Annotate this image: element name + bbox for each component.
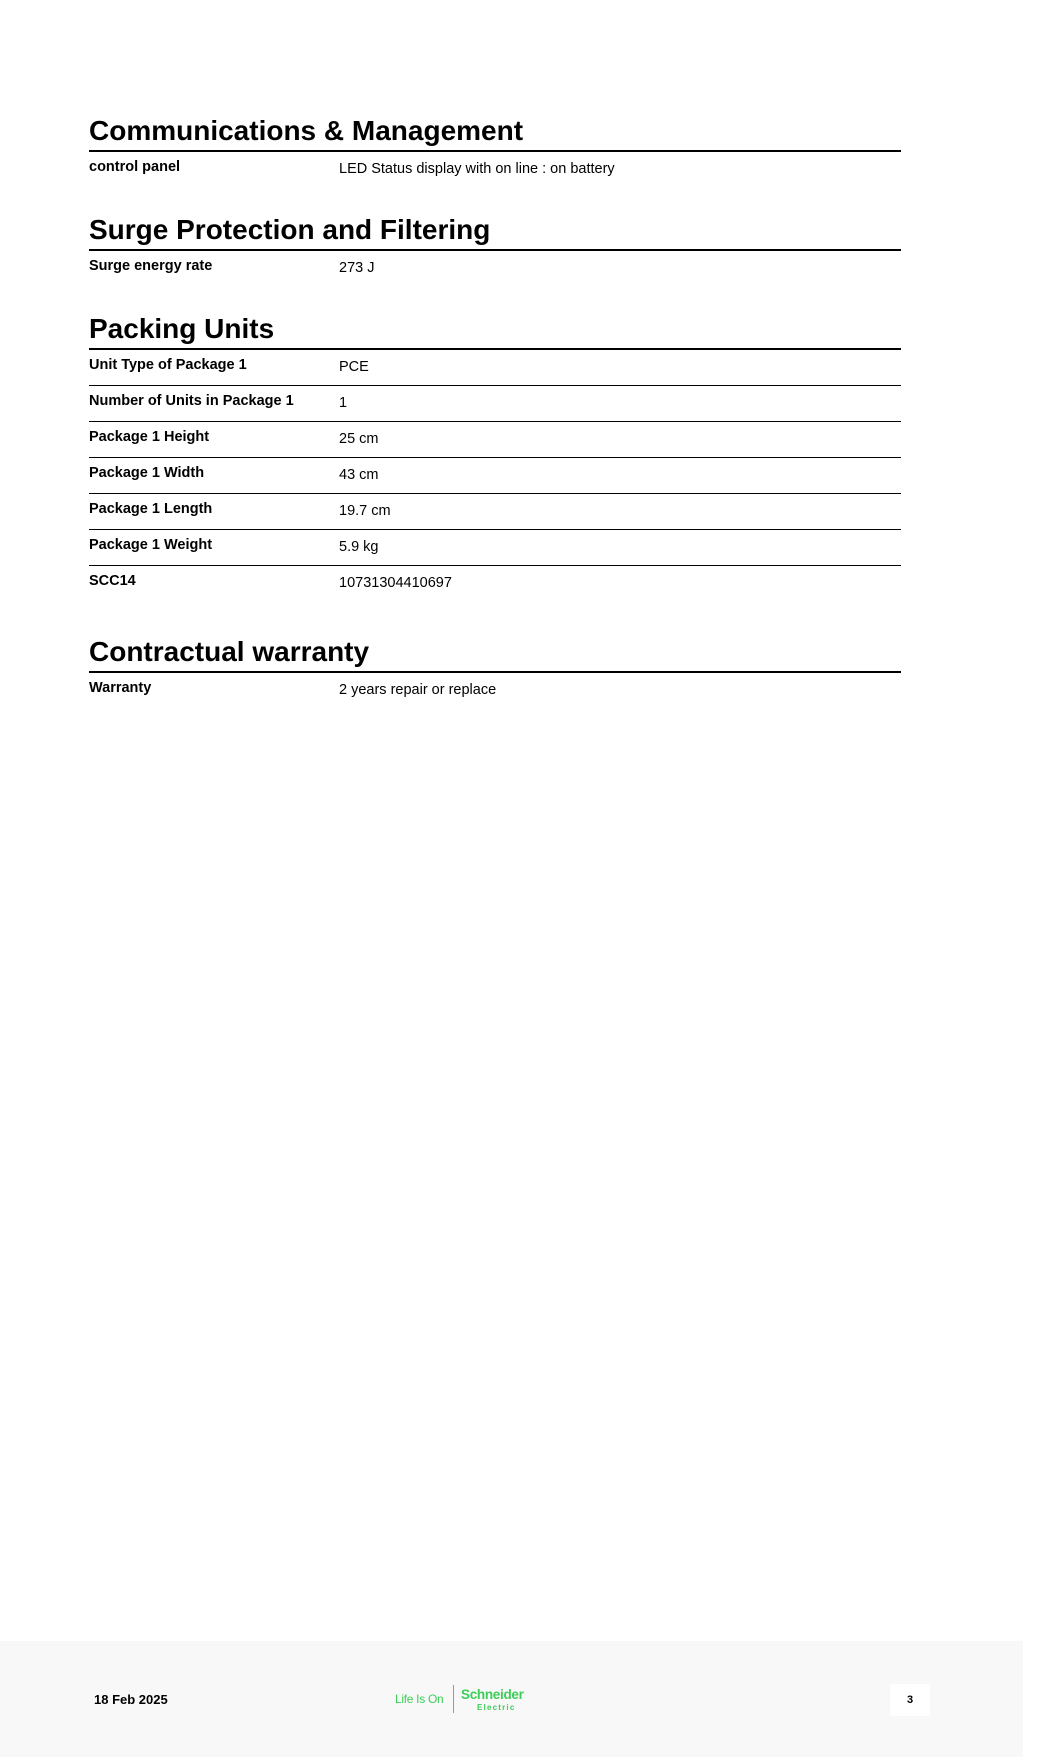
spec-value: PCE [339, 359, 369, 375]
spec-value: 19.7 cm [339, 503, 391, 519]
spec-label: control panel [89, 159, 181, 175]
logo-brand-sub: Electric [477, 1703, 516, 1712]
spec-label: Unit Type of Package 1 [89, 357, 247, 373]
spec-label: Surge energy rate [89, 258, 213, 274]
spec-label: Warranty [89, 680, 152, 696]
spec-label: Package 1 Length [89, 501, 213, 517]
spec-row [89, 673, 901, 708]
spec-value: LED Status display with on line : on battery [339, 161, 615, 177]
spec-row [89, 386, 901, 422]
section-title: Surge Protection and Filtering [89, 213, 901, 251]
logo-brand: Schneider [461, 1687, 524, 1702]
section-surge-protection [89, 213, 901, 286]
spec-row [89, 422, 901, 458]
spec-value: 2 years repair or replace [339, 682, 497, 698]
page-number: 3 [890, 1684, 930, 1716]
spec-label: Package 1 Width [89, 465, 205, 481]
spec-value: 10731304410697 [339, 575, 452, 591]
footer-date: 18 Feb 2025 [94, 1692, 168, 1707]
logo-tagline: Life Is On [395, 1692, 444, 1706]
spec-row [89, 152, 901, 187]
spec-row [89, 530, 901, 566]
spec-value: 43 cm [339, 467, 379, 483]
page-footer [0, 1641, 1023, 1757]
spec-label: Number of Units in Package 1 [89, 393, 294, 409]
spec-row [89, 350, 901, 386]
section-communications-management [89, 114, 901, 187]
spec-value: 25 cm [339, 431, 379, 447]
spec-label: Package 1 Weight [89, 537, 213, 553]
spec-row [89, 251, 901, 286]
section-title: Packing Units [89, 312, 901, 350]
section-contractual-warranty [89, 635, 901, 708]
spec-value: 273 J [339, 260, 375, 276]
spec-row [89, 494, 901, 530]
spec-label: Package 1 Height [89, 429, 210, 445]
spec-row [89, 458, 901, 494]
schneider-electric-logo [395, 1685, 545, 1715]
section-title: Contractual warranty [89, 635, 901, 673]
spec-label: SCC14 [89, 573, 136, 589]
spec-value: 5.9 kg [339, 539, 379, 555]
spec-value: 1 [339, 395, 348, 411]
logo-divider [453, 1685, 454, 1713]
spec-row [89, 566, 901, 601]
section-packing-units [89, 312, 901, 601]
section-title: Communications & Management [89, 114, 901, 152]
